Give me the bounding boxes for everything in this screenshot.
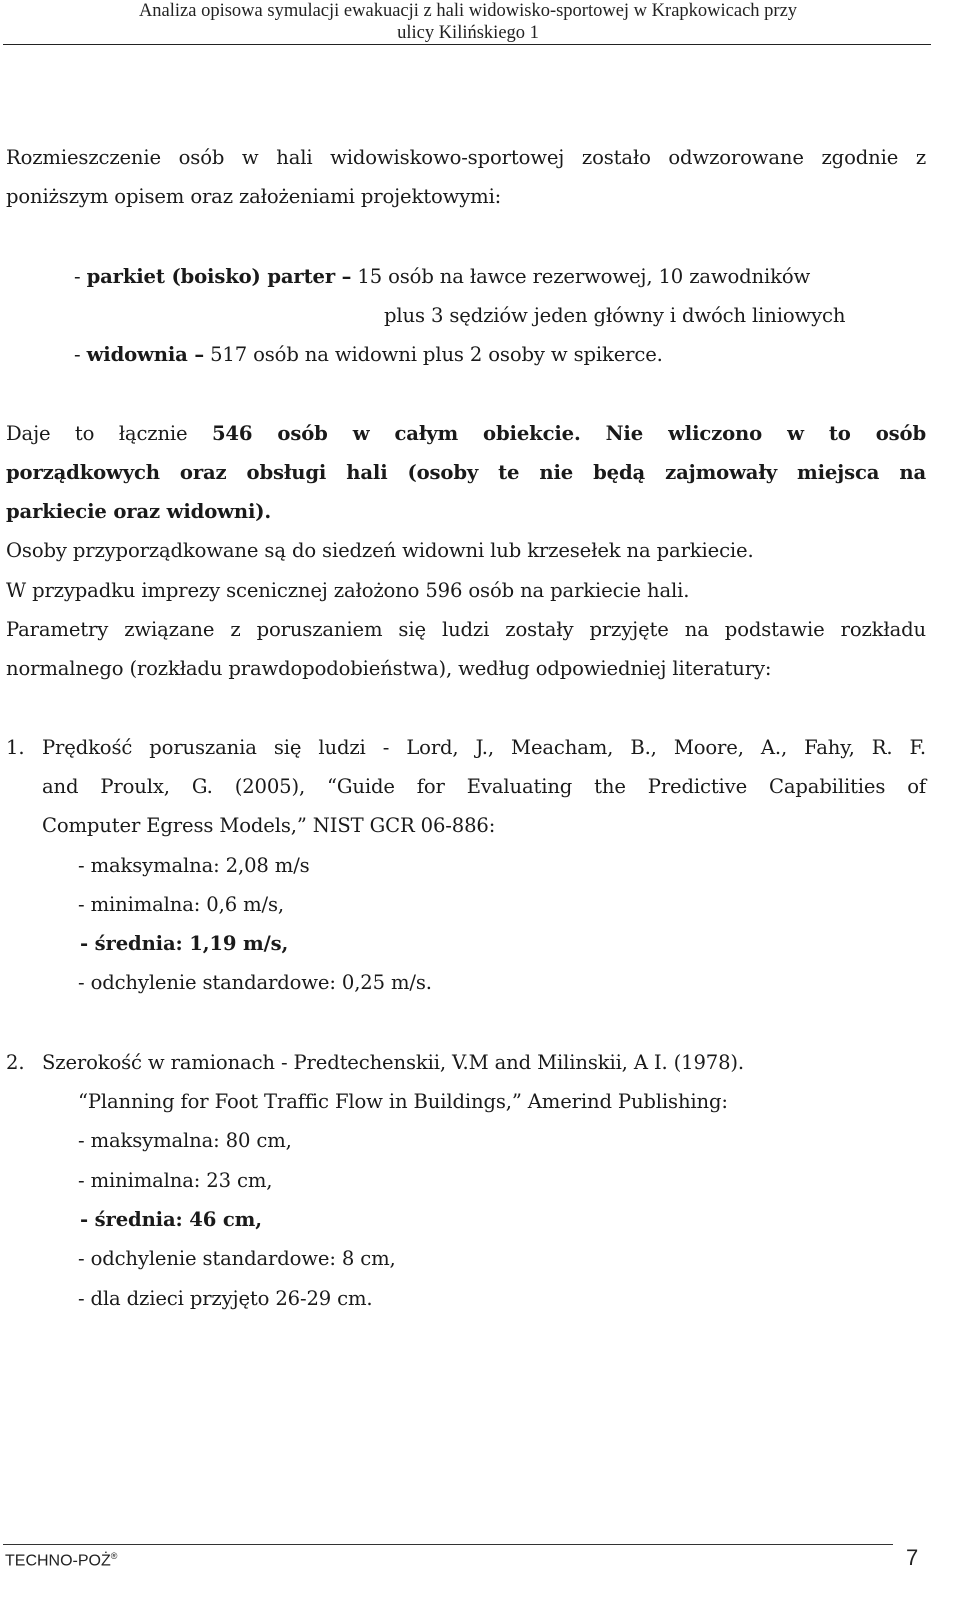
summary-line-1 (6, 421, 926, 447)
header-line-2: ulicy Kilińskiego 1 (397, 23, 539, 43)
audience-item (74, 342, 663, 368)
item2-line-1: Szerokość w ramionach - Predtechenskii, V.M and Milinskii, A I. (1978). (42, 1051, 744, 1074)
running-header (0, 0, 936, 44)
registered-mark: ® (110, 1551, 118, 1561)
brand-name: TECHNO-POŻ (5, 1552, 111, 1570)
item2-sd: - odchylenie standardowe: 8 cm, (78, 1247, 396, 1270)
item2-number: 2. (6, 1051, 25, 1074)
parquet-item (74, 264, 810, 290)
summary-lead: Daje to łącznie (6, 422, 212, 445)
audience-text: 517 osób na widowni plus 2 osoby w spikerce. (204, 343, 663, 366)
summary-line-5: W przypadku imprezy scenicznej założono 596 osób na parkiecie hali. (6, 579, 690, 602)
item1-mean: - średnia: 1,19 m/s, (80, 932, 289, 955)
item2-mean: - średnia: 46 cm, (80, 1208, 262, 1231)
summary-line-6: Parametry związane z poruszaniem się ludzi zostały przyjęte na podstawie rozkładu (6, 618, 926, 641)
list-dash: - (74, 343, 87, 366)
item2-min: - minimalna: 23 cm, (78, 1169, 273, 1192)
intro-line-1: Rozmieszczenie osób w hali widowiskowo-sportowej zostało odwzorowane zgodnie z (6, 146, 926, 169)
item1-max: - maksymalna: 2,08 m/s (78, 854, 310, 877)
list-dash: - (74, 265, 87, 288)
summary-line-4: Osoby przyporządkowane są do siedzeń widowni lub krzesełek na parkiecie. (6, 539, 754, 562)
header-line-1: Analiza opisowa symulacji ewakuacji z hali widowisko-sportowej w Krapkowicach przy (138, 1, 798, 21)
parquet-label: parkiet (boisko) parter – (86, 265, 352, 288)
audience-label: widownia – (86, 343, 205, 366)
intro-line-2: poniższym opisem oraz założeniami projektowymi: (6, 185, 502, 208)
footer-brand (5, 1546, 117, 1571)
summary-total: 546 osób w całym obiekcie. Nie wliczono w to osób (211, 422, 926, 445)
item2-max: - maksymalna: 80 cm, (78, 1129, 292, 1152)
parquet-continuation: plus 3 sędziów jeden główny i dwóch liniowych (384, 304, 846, 327)
summary-line-3: parkiecie oraz widowni). (6, 500, 272, 523)
item1-min: - minimalna: 0,6 m/s, (78, 893, 284, 916)
header-rule (3, 44, 931, 45)
item1-line-2: and Proulx, G. (2005), “Guide for Evaluating the Predictive Capabilities of (42, 775, 926, 798)
item1-line-1: Prędkość poruszania się ludzi - Lord, J., Meacham, B., Moore, A., Fahy, R. F. (42, 736, 926, 759)
item1-sd: - odchylenie standardowe: 0,25 m/s. (78, 971, 432, 994)
summary-line-7: normalnego (rozkładu prawdopodobieństwa), według odpowiedniej literatury: (6, 657, 772, 680)
item2-children: - dla dzieci przyjęto 26-29 cm. (78, 1287, 373, 1310)
parquet-text: 15 osób na ławce rezerwowej, 10 zawodników (351, 265, 811, 288)
item1-line-3: Computer Egress Models,” NIST GCR 06-886: (42, 814, 496, 837)
footer-rule (3, 1544, 893, 1545)
item2-line-2: “Planning for Foot Traffic Flow in Buildings,” Amerind Publishing: (78, 1090, 728, 1113)
summary-line-2: porządkowych oraz obsługi hali (osoby te nie będą zajmowały miejsca na (6, 461, 926, 484)
item1-number: 1. (6, 736, 25, 759)
page-number: 7 (906, 1545, 919, 1570)
